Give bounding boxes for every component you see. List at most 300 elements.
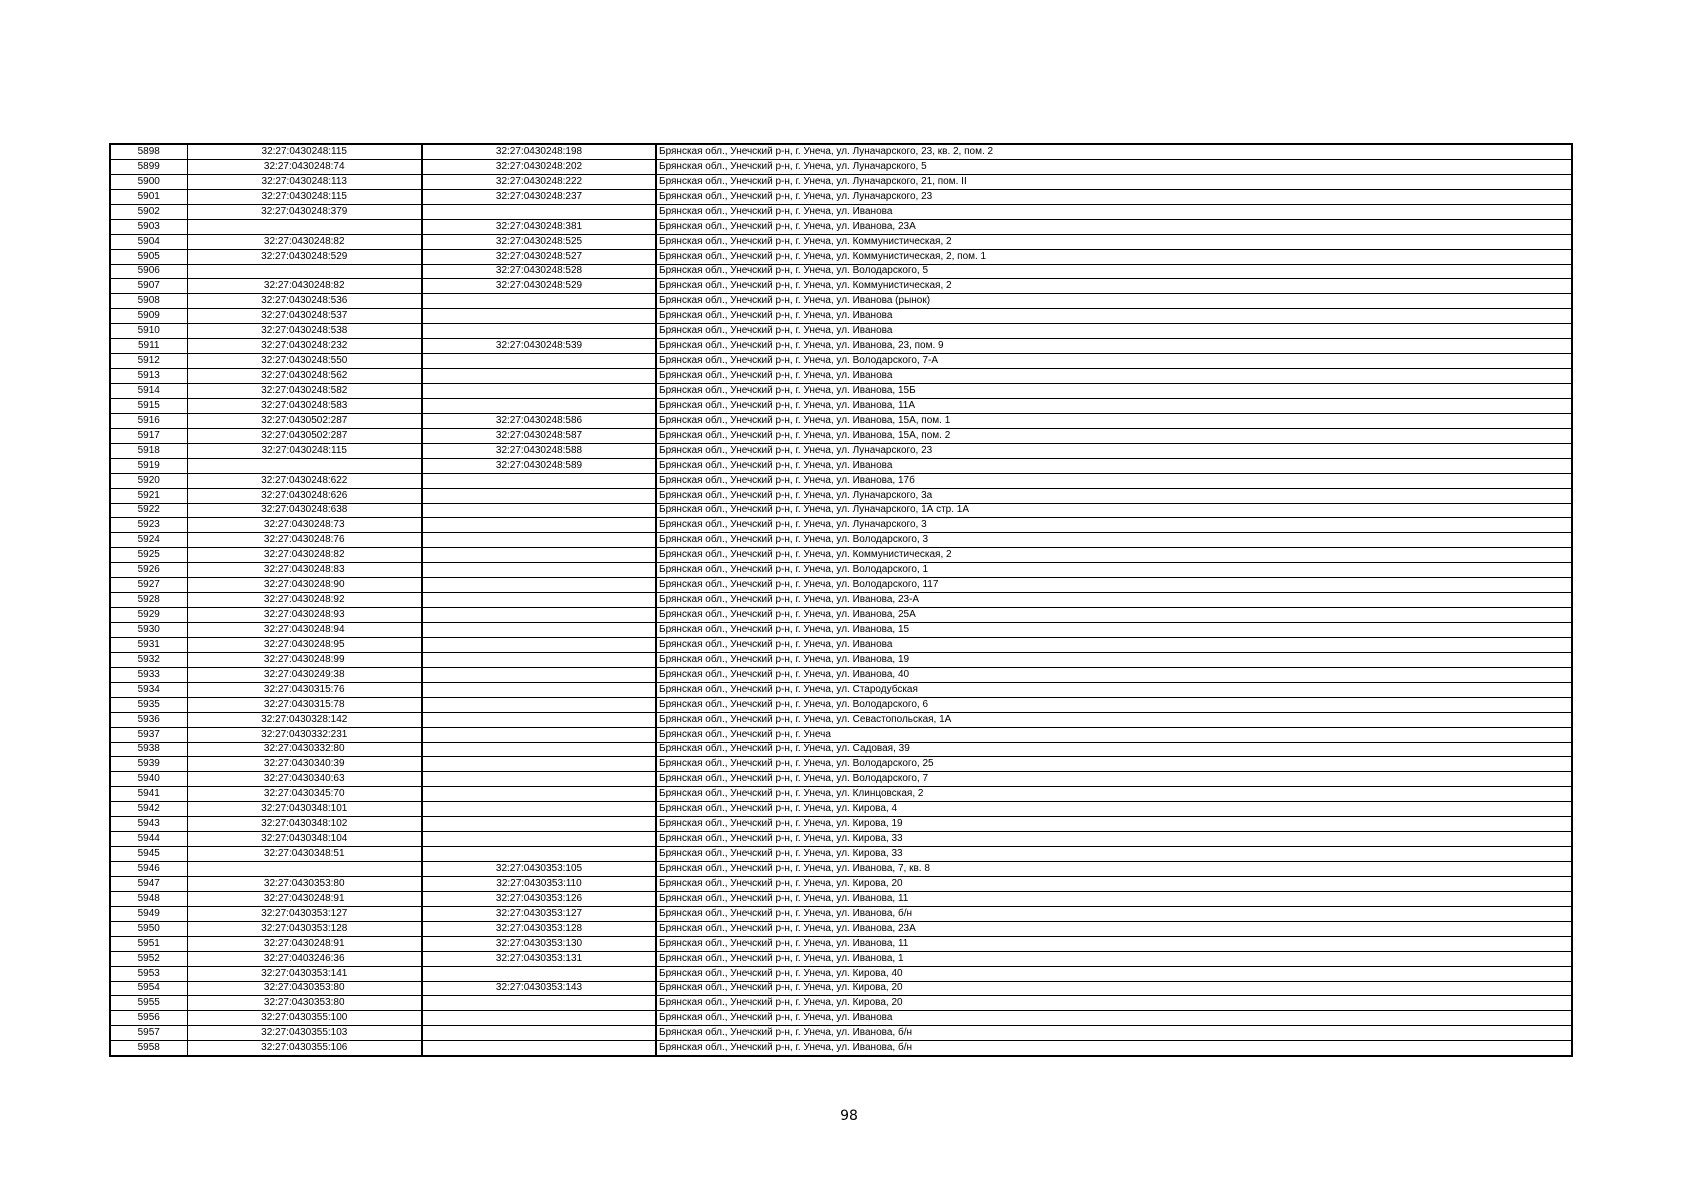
cadastral-number-object-cell <box>422 473 656 488</box>
cadastral-number-object-cell: 32:27:0430248:529 <box>422 279 656 294</box>
row-number-cell: 5953 <box>110 966 187 981</box>
address-cell: Брянская обл., Унечский р-н, г. Унеча, ул. Иванова, 11 <box>656 936 1572 951</box>
address-cell: Брянская обл., Унечский р-н, г. Унеча, ул. Иванова <box>656 1011 1572 1026</box>
cadastral-number-object-cell <box>422 533 656 548</box>
row-number-cell: 5957 <box>110 1026 187 1041</box>
cadastral-number-object-cell <box>422 966 656 981</box>
cadastral-number-object-cell <box>422 384 656 399</box>
cadastral-number-parent-cell: 32:27:0430328:142 <box>187 712 422 727</box>
row-number-cell: 5947 <box>110 876 187 891</box>
cadastral-number-object-cell: 32:27:0430248:381 <box>422 219 656 234</box>
address-cell: Брянская обл., Унечский р-н, г. Унеча, ул. Володарского, 6 <box>656 697 1572 712</box>
cadastral-number-parent-cell: 32:27:0430248:99 <box>187 652 422 667</box>
cadastral-number-object-cell <box>422 637 656 652</box>
row-number-cell: 5903 <box>110 219 187 234</box>
cadastral-number-object-cell: 32:27:0430353:143 <box>422 981 656 996</box>
cadastral-number-parent-cell: 32:27:0430248:582 <box>187 384 422 399</box>
table-row <box>110 458 1572 473</box>
cadastral-number-object-cell: 32:27:0430353:126 <box>422 891 656 906</box>
row-number-cell: 5926 <box>110 563 187 578</box>
cadastral-number-object-cell <box>422 324 656 339</box>
row-number-cell: 5929 <box>110 608 187 623</box>
table-row <box>110 578 1572 593</box>
table-row <box>110 563 1572 578</box>
row-number-cell: 5914 <box>110 384 187 399</box>
cadastral-number-object-cell <box>422 578 656 593</box>
cadastral-number-object-cell <box>422 787 656 802</box>
address-cell: Брянская обл., Унечский р-н, г. Унеча, ул. Коммунистическая, 2 <box>656 234 1572 249</box>
table-row <box>110 757 1572 772</box>
cadastral-number-object-cell <box>422 309 656 324</box>
table-row <box>110 503 1572 518</box>
row-number-cell: 5954 <box>110 981 187 996</box>
address-cell: Брянская обл., Унечский р-н, г. Унеча, ул. Иванова, б/н <box>656 1026 1572 1041</box>
table-row <box>110 891 1572 906</box>
table-row <box>110 727 1572 742</box>
table-row <box>110 339 1572 354</box>
table-row <box>110 174 1572 189</box>
cadastral-number-parent-cell: 32:27:0430348:51 <box>187 847 422 862</box>
row-number-cell: 5927 <box>110 578 187 593</box>
table-row <box>110 772 1572 787</box>
address-cell: Брянская обл., Унечский р-н, г. Унеча, ул. Иванова <box>656 324 1572 339</box>
cadastral-registry-table <box>109 143 1573 1057</box>
row-number-cell: 5924 <box>110 533 187 548</box>
table-row <box>110 921 1572 936</box>
table-row <box>110 697 1572 712</box>
address-cell: Брянская обл., Унечский р-н, г. Унеча, ул. Кирова, 40 <box>656 966 1572 981</box>
address-cell: Брянская обл., Унечский р-н, г. Унеча, ул. Володарского, 117 <box>656 578 1572 593</box>
cadastral-number-object-cell <box>422 518 656 533</box>
cadastral-number-parent-cell: 32:27:0430248:538 <box>187 324 422 339</box>
table-row <box>110 832 1572 847</box>
address-cell: Брянская обл., Унечский р-н, г. Унеча, ул. Иванова, 23, пом. 9 <box>656 339 1572 354</box>
cadastral-number-parent-cell: 32:27:0430248:115 <box>187 144 422 159</box>
address-cell: Брянская обл., Унечский р-н, г. Унеча, ул. Иванова, б/н <box>656 906 1572 921</box>
address-cell: Брянская обл., Унечский р-н, г. Унеча, ул. Иванова, 15Б <box>656 384 1572 399</box>
address-cell: Брянская обл., Унечский р-н, г. Унеча, ул. Кирова, 20 <box>656 996 1572 1011</box>
cadastral-number-parent-cell: 32:27:0430355:103 <box>187 1026 422 1041</box>
row-number-cell: 5950 <box>110 921 187 936</box>
cadastral-number-parent-cell: 32:27:0430248:74 <box>187 159 422 174</box>
address-cell: Брянская обл., Унечский р-н, г. Унеча, ул. Иванова <box>656 204 1572 219</box>
table-row <box>110 443 1572 458</box>
row-number-cell: 5939 <box>110 757 187 772</box>
table-row <box>110 862 1572 877</box>
address-cell: Брянская обл., Унечский р-н, г. Унеча, ул. Кирова, 19 <box>656 817 1572 832</box>
cadastral-number-parent-cell: 32:27:0430355:100 <box>187 1011 422 1026</box>
cadastral-number-object-cell <box>422 354 656 369</box>
cadastral-number-object-cell: 32:27:0430353:127 <box>422 906 656 921</box>
table-body <box>110 144 1572 1056</box>
row-number-cell: 5942 <box>110 802 187 817</box>
address-cell: Брянская обл., Унечский р-н, г. Унеча, ул. Кирова, 20 <box>656 876 1572 891</box>
table-row <box>110 623 1572 638</box>
cadastral-number-parent-cell: 32:27:0430315:78 <box>187 697 422 712</box>
table-row <box>110 817 1572 832</box>
table-row <box>110 787 1572 802</box>
table-row <box>110 876 1572 891</box>
address-cell: Брянская обл., Унечский р-н, г. Унеча, ул. Коммунистическая, 2 <box>656 279 1572 294</box>
row-number-cell: 5905 <box>110 249 187 264</box>
row-number-cell: 5922 <box>110 503 187 518</box>
table-row <box>110 637 1572 652</box>
cadastral-number-object-cell <box>422 667 656 682</box>
cadastral-number-parent-cell: 32:27:0430248:91 <box>187 891 422 906</box>
cadastral-number-object-cell: 32:27:0430353:128 <box>422 921 656 936</box>
address-cell: Брянская обл., Унечский р-н, г. Унеча, ул. Луначарского, 5 <box>656 159 1572 174</box>
address-cell: Брянская обл., Унечский р-н, г. Унеча, ул. Иванова, 40 <box>656 667 1572 682</box>
row-number-cell: 5898 <box>110 144 187 159</box>
row-number-cell: 5901 <box>110 189 187 204</box>
cadastral-number-parent-cell: 32:27:0430248:115 <box>187 443 422 458</box>
row-number-cell: 5913 <box>110 369 187 384</box>
row-number-cell: 5912 <box>110 354 187 369</box>
row-number-cell: 5909 <box>110 309 187 324</box>
row-number-cell: 5938 <box>110 742 187 757</box>
address-cell: Брянская обл., Унечский р-н, г. Унеча, ул. Иванова, б/н <box>656 1041 1572 1056</box>
table-row <box>110 398 1572 413</box>
table-row <box>110 996 1572 1011</box>
cadastral-number-parent-cell <box>187 862 422 877</box>
address-cell: Брянская обл., Унечский р-н, г. Унеча, ул. Иванова, 11 <box>656 891 1572 906</box>
address-cell: Брянская обл., Унечский р-н, г. Унеча, ул. Коммунистическая, 2, пом. 1 <box>656 249 1572 264</box>
cadastral-number-object-cell: 32:27:0430248:222 <box>422 174 656 189</box>
cadastral-number-parent-cell: 32:27:0430345:70 <box>187 787 422 802</box>
cadastral-number-parent-cell: 32:27:0430248:73 <box>187 518 422 533</box>
row-number-cell: 5915 <box>110 398 187 413</box>
row-number-cell: 5937 <box>110 727 187 742</box>
row-number-cell: 5904 <box>110 234 187 249</box>
cadastral-number-parent-cell: 32:27:0430332:231 <box>187 727 422 742</box>
table-row <box>110 488 1572 503</box>
cadastral-number-parent-cell: 32:27:0430353:127 <box>187 906 422 921</box>
cadastral-number-object-cell <box>422 623 656 638</box>
cadastral-number-object-cell <box>422 398 656 413</box>
cadastral-number-object-cell <box>422 1041 656 1056</box>
cadastral-number-object-cell <box>422 682 656 697</box>
address-cell: Брянская обл., Унечский р-н, г. Унеча, ул. Володарского, 3 <box>656 533 1572 548</box>
address-cell: Брянская обл., Унечский р-н, г. Унеча, ул. Луначарского, 23 <box>656 443 1572 458</box>
cadastral-number-parent-cell: 32:27:0430502:287 <box>187 428 422 443</box>
row-number-cell: 5932 <box>110 652 187 667</box>
row-number-cell: 5955 <box>110 996 187 1011</box>
table-row <box>110 608 1572 623</box>
cadastral-number-object-cell <box>422 802 656 817</box>
table-row <box>110 234 1572 249</box>
cadastral-number-object-cell: 32:27:0430248:588 <box>422 443 656 458</box>
address-cell: Брянская обл., Унечский р-н, г. Унеча, ул. Кирова, 4 <box>656 802 1572 817</box>
table-row <box>110 966 1572 981</box>
cadastral-number-parent-cell: 32:27:0403246:36 <box>187 951 422 966</box>
cadastral-number-object-cell: 32:27:0430248:587 <box>422 428 656 443</box>
cadastral-number-object-cell: 32:27:0430248:527 <box>422 249 656 264</box>
table-row <box>110 264 1572 279</box>
row-number-cell: 5925 <box>110 548 187 563</box>
cadastral-number-parent-cell: 32:27:0430353:80 <box>187 876 422 891</box>
table-row <box>110 981 1572 996</box>
row-number-cell: 5946 <box>110 862 187 877</box>
cadastral-number-object-cell <box>422 757 656 772</box>
cadastral-number-object-cell <box>422 488 656 503</box>
row-number-cell: 5906 <box>110 264 187 279</box>
table-row <box>110 906 1572 921</box>
address-cell: Брянская обл., Унечский р-н, г. Унеча, ул. Луначарского, 1А стр. 1А <box>656 503 1572 518</box>
row-number-cell: 5899 <box>110 159 187 174</box>
cadastral-number-object-cell <box>422 294 656 309</box>
address-cell: Брянская обл., Унечский р-н, г. Унеча, ул. Иванова, 23А <box>656 921 1572 936</box>
cadastral-number-parent-cell: 32:27:0430348:102 <box>187 817 422 832</box>
address-cell: Брянская обл., Унечский р-н, г. Унеча, ул. Садовая, 39 <box>656 742 1572 757</box>
row-number-cell: 5936 <box>110 712 187 727</box>
page-number: 98 <box>840 1108 858 1124</box>
cadastral-number-object-cell <box>422 772 656 787</box>
table-row <box>110 548 1572 563</box>
row-number-cell: 5908 <box>110 294 187 309</box>
address-cell: Брянская обл., Унечский р-н, г. Унеча, ул. Иванова, 25А <box>656 608 1572 623</box>
address-cell: Брянская обл., Унечский р-н, г. Унеча, ул. Иванова <box>656 309 1572 324</box>
address-cell: Брянская обл., Унечский р-н, г. Унеча, ул. Иванова <box>656 458 1572 473</box>
cadastral-number-parent-cell: 32:27:0430248:537 <box>187 309 422 324</box>
address-cell: Брянская обл., Унечский р-н, г. Унеча, ул. Иванова, 11А <box>656 398 1572 413</box>
cadastral-number-object-cell <box>422 593 656 608</box>
table-row <box>110 742 1572 757</box>
cadastral-number-parent-cell <box>187 264 422 279</box>
row-number-cell: 5956 <box>110 1011 187 1026</box>
cadastral-number-parent-cell: 32:27:0430248:536 <box>187 294 422 309</box>
cadastral-number-parent-cell: 32:27:0430248:550 <box>187 354 422 369</box>
cadastral-number-parent-cell: 32:27:0430249:38 <box>187 667 422 682</box>
address-cell: Брянская обл., Унечский р-н, г. Унеча, ул. Иванова, 7, кв. 8 <box>656 862 1572 877</box>
cadastral-number-parent-cell: 32:27:0430248:529 <box>187 249 422 264</box>
address-cell: Брянская обл., Унечский р-н, г. Унеча, ул. Володарского, 7 <box>656 772 1572 787</box>
row-number-cell: 5916 <box>110 413 187 428</box>
row-number-cell: 5928 <box>110 593 187 608</box>
cadastral-number-parent-cell: 32:27:0430348:104 <box>187 832 422 847</box>
row-number-cell: 5958 <box>110 1041 187 1056</box>
cadastral-number-parent-cell: 32:27:0430248:379 <box>187 204 422 219</box>
cadastral-number-object-cell <box>422 996 656 1011</box>
cadastral-number-object-cell <box>422 727 656 742</box>
row-number-cell: 5902 <box>110 204 187 219</box>
table-row <box>110 428 1572 443</box>
cadastral-number-parent-cell <box>187 458 422 473</box>
row-number-cell: 5949 <box>110 906 187 921</box>
cadastral-number-parent-cell: 32:27:0430315:76 <box>187 682 422 697</box>
cadastral-number-object-cell: 32:27:0430353:131 <box>422 951 656 966</box>
cadastral-number-parent-cell: 32:27:0430248:95 <box>187 637 422 652</box>
cadastral-number-parent-cell: 32:27:0430248:626 <box>187 488 422 503</box>
address-cell: Брянская обл., Унечский р-н, г. Унеча, ул. Луначарского, 3а <box>656 488 1572 503</box>
cadastral-number-object-cell <box>422 548 656 563</box>
cadastral-number-object-cell: 32:27:0430248:525 <box>422 234 656 249</box>
row-number-cell: 5935 <box>110 697 187 712</box>
cadastral-number-object-cell <box>422 817 656 832</box>
row-number-cell: 5945 <box>110 847 187 862</box>
address-cell: Брянская обл., Унечский р-н, г. Унеча, ул. Володарского, 5 <box>656 264 1572 279</box>
row-number-cell: 5919 <box>110 458 187 473</box>
table-row <box>110 309 1572 324</box>
cadastral-number-object-cell: 32:27:0430248:237 <box>422 189 656 204</box>
cadastral-number-parent-cell: 32:27:0430248:83 <box>187 563 422 578</box>
cadastral-number-parent-cell: 32:27:0430248:94 <box>187 623 422 638</box>
table-row <box>110 533 1572 548</box>
table-row <box>110 189 1572 204</box>
address-cell: Брянская обл., Унечский р-н, г. Унеча, ул. Севастопольская, 1А <box>656 712 1572 727</box>
table-row <box>110 324 1572 339</box>
cadastral-number-parent-cell: 32:27:0430248:76 <box>187 533 422 548</box>
cadastral-number-object-cell <box>422 652 656 667</box>
cadastral-number-parent-cell: 32:27:0430340:39 <box>187 757 422 772</box>
address-cell: Брянская обл., Унечский р-н, г. Унеча, ул. Иванова, 1 <box>656 951 1572 966</box>
cadastral-number-parent-cell: 32:27:0430248:92 <box>187 593 422 608</box>
table-row <box>110 951 1572 966</box>
address-cell: Брянская обл., Унечский р-н, г. Унеча, ул. Стародубская <box>656 682 1572 697</box>
row-number-cell: 5943 <box>110 817 187 832</box>
table-row <box>110 1011 1572 1026</box>
address-cell: Брянская обл., Унечский р-н, г. Унеча, ул. Иванова, 17б <box>656 473 1572 488</box>
row-number-cell: 5934 <box>110 682 187 697</box>
row-number-cell: 5952 <box>110 951 187 966</box>
table-row <box>110 712 1572 727</box>
cadastral-number-parent-cell: 32:27:0430248:82 <box>187 279 422 294</box>
address-cell: Брянская обл., Унечский р-н, г. Унеча, ул. Иванова, 23А <box>656 219 1572 234</box>
row-number-cell: 5944 <box>110 832 187 847</box>
address-cell: Брянская обл., Унечский р-н, г. Унеча, ул. Володарского, 25 <box>656 757 1572 772</box>
cadastral-number-parent-cell: 32:27:0430340:63 <box>187 772 422 787</box>
address-cell: Брянская обл., Унечский р-н, г. Унеча, ул. Иванова, 15А, пом. 1 <box>656 413 1572 428</box>
table-row <box>110 294 1572 309</box>
row-number-cell: 5907 <box>110 279 187 294</box>
table-row <box>110 1041 1572 1056</box>
cadastral-number-object-cell: 32:27:0430248:586 <box>422 413 656 428</box>
cadastral-number-parent-cell: 32:27:0430248:583 <box>187 398 422 413</box>
cadastral-number-object-cell <box>422 832 656 847</box>
cadastral-number-parent-cell: 32:27:0430355:106 <box>187 1041 422 1056</box>
address-cell: Брянская обл., Унечский р-н, г. Унеча, ул. Иванова <box>656 637 1572 652</box>
row-number-cell: 5951 <box>110 936 187 951</box>
cadastral-number-parent-cell: 32:27:0430353:80 <box>187 996 422 1011</box>
row-number-cell: 5948 <box>110 891 187 906</box>
table-row <box>110 473 1572 488</box>
row-number-cell: 5900 <box>110 174 187 189</box>
row-number-cell: 5931 <box>110 637 187 652</box>
cadastral-number-parent-cell: 32:27:0430248:115 <box>187 189 422 204</box>
address-cell: Брянская обл., Унечский р-н, г. Унеча, ул. Иванова, 15А, пом. 2 <box>656 428 1572 443</box>
cadastral-number-parent-cell: 32:27:0430348:101 <box>187 802 422 817</box>
address-cell: Брянская обл., Унечский р-н, г. Унеча, ул. Кирова, 20 <box>656 981 1572 996</box>
address-cell: Брянская обл., Унечский р-н, г. Унеча, ул. Иванова (рынок) <box>656 294 1572 309</box>
address-cell: Брянская обл., Унечский р-н, г. Унеча, ул. Володарского, 7-А <box>656 354 1572 369</box>
cadastral-number-object-cell <box>422 712 656 727</box>
table-row <box>110 219 1572 234</box>
table-row <box>110 802 1572 817</box>
address-cell: Брянская обл., Унечский р-н, г. Унеча, ул. Луначарского, 23, кв. 2, пом. 2 <box>656 144 1572 159</box>
cadastral-number-object-cell: 32:27:0430353:130 <box>422 936 656 951</box>
address-cell: Брянская обл., Унечский р-н, г. Унеча, ул. Луначарского, 3 <box>656 518 1572 533</box>
table-row <box>110 936 1572 951</box>
cadastral-number-object-cell <box>422 369 656 384</box>
table-row <box>110 682 1572 697</box>
address-cell: Брянская обл., Унечский р-н, г. Унеча, ул. Иванова <box>656 369 1572 384</box>
address-cell: Брянская обл., Унечский р-н, г. Унеча, ул. Володарского, 1 <box>656 563 1572 578</box>
cadastral-number-object-cell: 32:27:0430248:198 <box>422 144 656 159</box>
table-row <box>110 652 1572 667</box>
cadastral-number-object-cell: 32:27:0430353:110 <box>422 876 656 891</box>
row-number-cell: 5941 <box>110 787 187 802</box>
cadastral-number-parent-cell: 32:27:0430248:622 <box>187 473 422 488</box>
cadastral-number-object-cell <box>422 503 656 518</box>
address-cell: Брянская обл., Унечский р-н, г. Унеча, ул. Луначарского, 23 <box>656 189 1572 204</box>
cadastral-number-object-cell: 32:27:0430248:202 <box>422 159 656 174</box>
cadastral-number-object-cell <box>422 1026 656 1041</box>
row-number-cell: 5918 <box>110 443 187 458</box>
table-row <box>110 413 1572 428</box>
address-cell: Брянская обл., Унечский р-н, г. Унеча, ул. Кирова, 33 <box>656 832 1572 847</box>
row-number-cell: 5930 <box>110 623 187 638</box>
row-number-cell: 5911 <box>110 339 187 354</box>
cadastral-number-parent-cell <box>187 219 422 234</box>
table-row <box>110 1026 1572 1041</box>
cadastral-number-parent-cell: 32:27:0430353:128 <box>187 921 422 936</box>
cadastral-number-parent-cell: 32:27:0430248:91 <box>187 936 422 951</box>
cadastral-number-parent-cell: 32:27:0430353:80 <box>187 981 422 996</box>
table-row <box>110 204 1572 219</box>
row-number-cell: 5910 <box>110 324 187 339</box>
cadastral-number-object-cell <box>422 742 656 757</box>
cadastral-number-object-cell: 32:27:0430248:589 <box>422 458 656 473</box>
cadastral-number-parent-cell: 32:27:0430502:287 <box>187 413 422 428</box>
address-cell: Брянская обл., Унечский р-н, г. Унеча, ул. Коммунистическая, 2 <box>656 548 1572 563</box>
address-cell: Брянская обл., Унечский р-н, г. Унеча, ул. Луначарского, 21, пом. II <box>656 174 1572 189</box>
cadastral-number-object-cell <box>422 1011 656 1026</box>
cadastral-number-object-cell <box>422 847 656 862</box>
row-number-cell: 5917 <box>110 428 187 443</box>
cadastral-number-parent-cell: 32:27:0430248:638 <box>187 503 422 518</box>
cadastral-number-object-cell <box>422 608 656 623</box>
cadastral-number-parent-cell: 32:27:0430248:90 <box>187 578 422 593</box>
row-number-cell: 5920 <box>110 473 187 488</box>
row-number-cell: 5940 <box>110 772 187 787</box>
cadastral-number-parent-cell: 32:27:0430248:93 <box>187 608 422 623</box>
cadastral-number-object-cell <box>422 697 656 712</box>
table-row <box>110 369 1572 384</box>
table-row <box>110 593 1572 608</box>
cadastral-number-parent-cell: 32:27:0430332:80 <box>187 742 422 757</box>
cadastral-number-object-cell: 32:27:0430248:528 <box>422 264 656 279</box>
address-cell: Брянская обл., Унечский р-н, г. Унеча, ул. Иванова, 23-А <box>656 593 1572 608</box>
cadastral-number-object-cell: 32:27:0430353:105 <box>422 862 656 877</box>
table-row <box>110 249 1572 264</box>
row-number-cell: 5921 <box>110 488 187 503</box>
table-row <box>110 354 1572 369</box>
table-row <box>110 847 1572 862</box>
table-row <box>110 144 1572 159</box>
address-cell: Брянская обл., Унечский р-н, г. Унеча, ул. Иванова, 19 <box>656 652 1572 667</box>
address-cell: Брянская обл., Унечский р-н, г. Унеча, ул. Клинцовская, 2 <box>656 787 1572 802</box>
table-row <box>110 279 1572 294</box>
row-number-cell: 5933 <box>110 667 187 682</box>
cadastral-number-parent-cell: 32:27:0430248:82 <box>187 234 422 249</box>
table-row <box>110 667 1572 682</box>
cadastral-number-object-cell <box>422 204 656 219</box>
cadastral-number-parent-cell: 32:27:0430248:82 <box>187 548 422 563</box>
cadastral-number-object-cell: 32:27:0430248:539 <box>422 339 656 354</box>
table-row <box>110 384 1572 399</box>
cadastral-number-object-cell <box>422 563 656 578</box>
cadastral-number-parent-cell: 32:27:0430248:232 <box>187 339 422 354</box>
address-cell: Брянская обл., Унечский р-н, г. Унеча <box>656 727 1572 742</box>
